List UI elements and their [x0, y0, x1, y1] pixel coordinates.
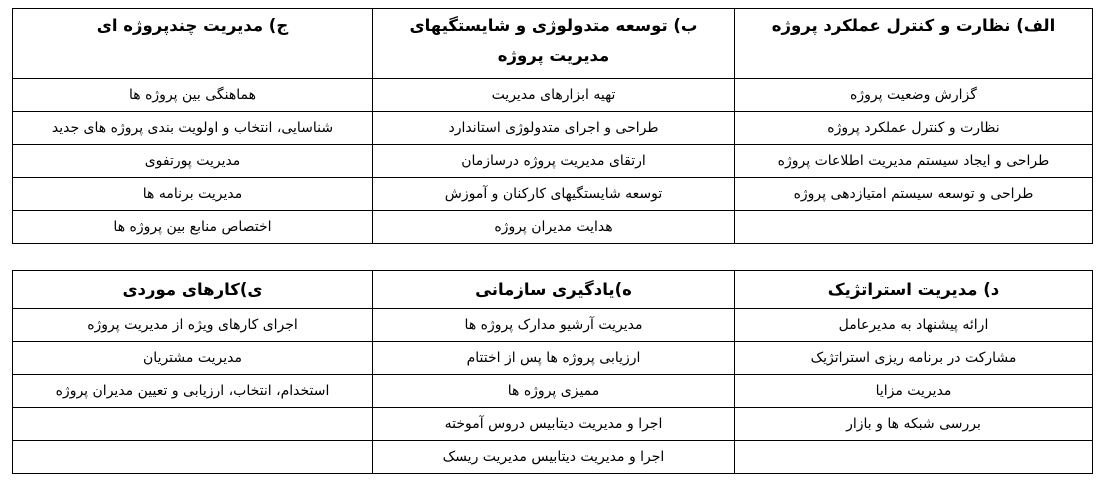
table-cell: طراحی و اجرای متدولوژی استاندارد	[373, 112, 735, 145]
table-row	[13, 309, 1093, 342]
header-methodology-development: ب) توسعه متدولوژی و شایستگیهای مدیریت پروژه	[373, 9, 735, 79]
table-cell: ارتقای مدیریت پروژه درسازمان	[373, 145, 735, 178]
table-cell: مشارکت در برنامه ریزی استراتژیک	[735, 342, 1093, 375]
table-cell: تهیه ابزارهای مدیریت	[373, 79, 735, 112]
header-row	[13, 9, 1093, 79]
table-cell: توسعه شایستگیهای کارکنان و آموزش	[373, 178, 735, 211]
table-row	[13, 408, 1093, 441]
table-row	[13, 112, 1093, 145]
table-cell: هماهنگی بین پروژه ها	[13, 79, 373, 112]
table-cell: اجرا و مدیریت دیتابیس مدیریت ریسک	[373, 441, 735, 474]
header-multi-project-management: ج) مدیریت چندپروژه ای	[13, 9, 373, 79]
pmo-functions-table-1	[12, 8, 1093, 244]
table-row	[13, 441, 1093, 474]
table-cell: شناسایی، انتخاب و اولویت بندی پروژه های جدید	[13, 112, 373, 145]
table-cell: مدیریت برنامه ها	[13, 178, 373, 211]
table-cell: اجرای کارهای ویژه از مدیریت پروژه	[13, 309, 373, 342]
table-row	[13, 375, 1093, 408]
table-cell: اجرا و مدیریت دیتابیس دروس آموخته	[373, 408, 735, 441]
table-cell	[735, 211, 1093, 244]
table-cell: مدیریت پورتفوی	[13, 145, 373, 178]
table-cell: طراحی و ایجاد سیستم مدیریت اطلاعات پروژه	[735, 145, 1093, 178]
table-cell: اختصاص منابع بین پروژه ها	[13, 211, 373, 244]
table-cell: بررسی شبکه ها و بازار	[735, 408, 1093, 441]
header-strategic-management: د) مدیریت استراتژیک	[735, 271, 1093, 309]
table-row	[13, 145, 1093, 178]
table-cell: ممیزی پروژه ها	[373, 375, 735, 408]
table-row	[13, 211, 1093, 244]
table-cell: ارزیابی پروژه ها پس از اختتام	[373, 342, 735, 375]
table-cell: ارائه پیشنهاد به مدیرعامل	[735, 309, 1093, 342]
table-row	[13, 342, 1093, 375]
table-cell: مدیریت مشتریان	[13, 342, 373, 375]
table-cell: هدایت مدیران پروژه	[373, 211, 735, 244]
header-row	[13, 271, 1093, 309]
pmo-functions-table-2	[12, 270, 1093, 474]
table-cell: استخدام، انتخاب، ارزیابی و تعیین مدیران پروژه	[13, 375, 373, 408]
table-cell: طراحی و توسعه سیستم امتیازدهی پروژه	[735, 178, 1093, 211]
header-organizational-learning: ه)یادگیری سازمانی	[373, 271, 735, 309]
header-project-monitoring: الف) نظارت و کنترل عملکرد پروژه	[735, 9, 1093, 79]
table-row	[13, 79, 1093, 112]
table-row	[13, 178, 1093, 211]
header-ad-hoc-tasks: ی)کارهای موردی	[13, 271, 373, 309]
table-cell	[13, 408, 373, 441]
table-cell: مدیریت مزایا	[735, 375, 1093, 408]
table-cell: گزارش وضعیت پروژه	[735, 79, 1093, 112]
table-cell	[13, 441, 373, 474]
table-cell: نظارت و کنترل عملکرد پروژه	[735, 112, 1093, 145]
table-cell: مدیریت آرشیو مدارک پروژه ها	[373, 309, 735, 342]
table-cell	[735, 441, 1093, 474]
